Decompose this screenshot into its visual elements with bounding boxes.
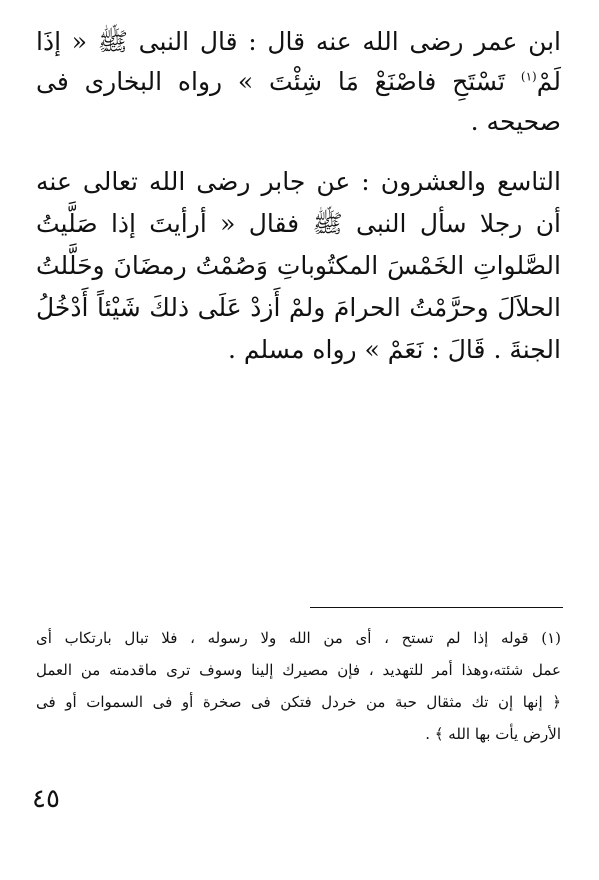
body-line-4: التاسع والعشرون : عن جابر رضى الله تعالى عنه (36, 167, 561, 196)
body-line-2 (36, 62, 561, 102)
body-line-1: ابن عمر رضى الله عنه قال : قال النبى ﷺ « إذَا (36, 27, 561, 56)
footnote-line-4: الأرض يأت بها الله ﴾ . (425, 725, 561, 743)
footnote-marker[interactable]: (١) (520, 69, 537, 84)
footnote-line-1: (١) قوله إذا لم تستح ، أى من الله ولا رسوله ، فلا تبال بارتكاب أى (36, 629, 561, 647)
body-line-6: الصَّلواتِ الخَمْسَ المكتُوباتِ وَصُمْتُ رمضَانَ وحَلَّلتُ (36, 251, 561, 280)
body-line-3: صحيحه . (470, 107, 561, 136)
body-line-2-rest: تَسْتَحِ فاصْنَعْ مَا شِئْتَ » رواه البخارى فى (36, 67, 506, 96)
page-number: ٤٥ (32, 784, 60, 814)
body-line-7: الحلاَلَ وحرَّمْتُ الحرامَ ولمْ أَزدْ عَلَى ذلكَ شَيْئاً أَدْخُلُ (36, 293, 561, 322)
body-line-2-start: لَمْ (536, 67, 561, 96)
body-line-5: أن رجلا سأل النبى ﷺ فقال « أرأيتَ إذا صَلَّيتُ (36, 209, 561, 238)
footnote-line-3: ﴿ إنها إن تك مثقال حبة من خردل فتكن فى صخرة أو فى السموات أو فى (36, 693, 561, 711)
body-line-8: الجنةَ . قَالَ : نَعَمْ » رواه مسلم . (227, 335, 561, 364)
footnote-line-2: عمل شئته،وهذا أمر للتهديد ، فإن مصيرك إلينا وسوف ترى ماقدمته من العمل (36, 661, 561, 679)
footnote-separator (310, 607, 563, 608)
